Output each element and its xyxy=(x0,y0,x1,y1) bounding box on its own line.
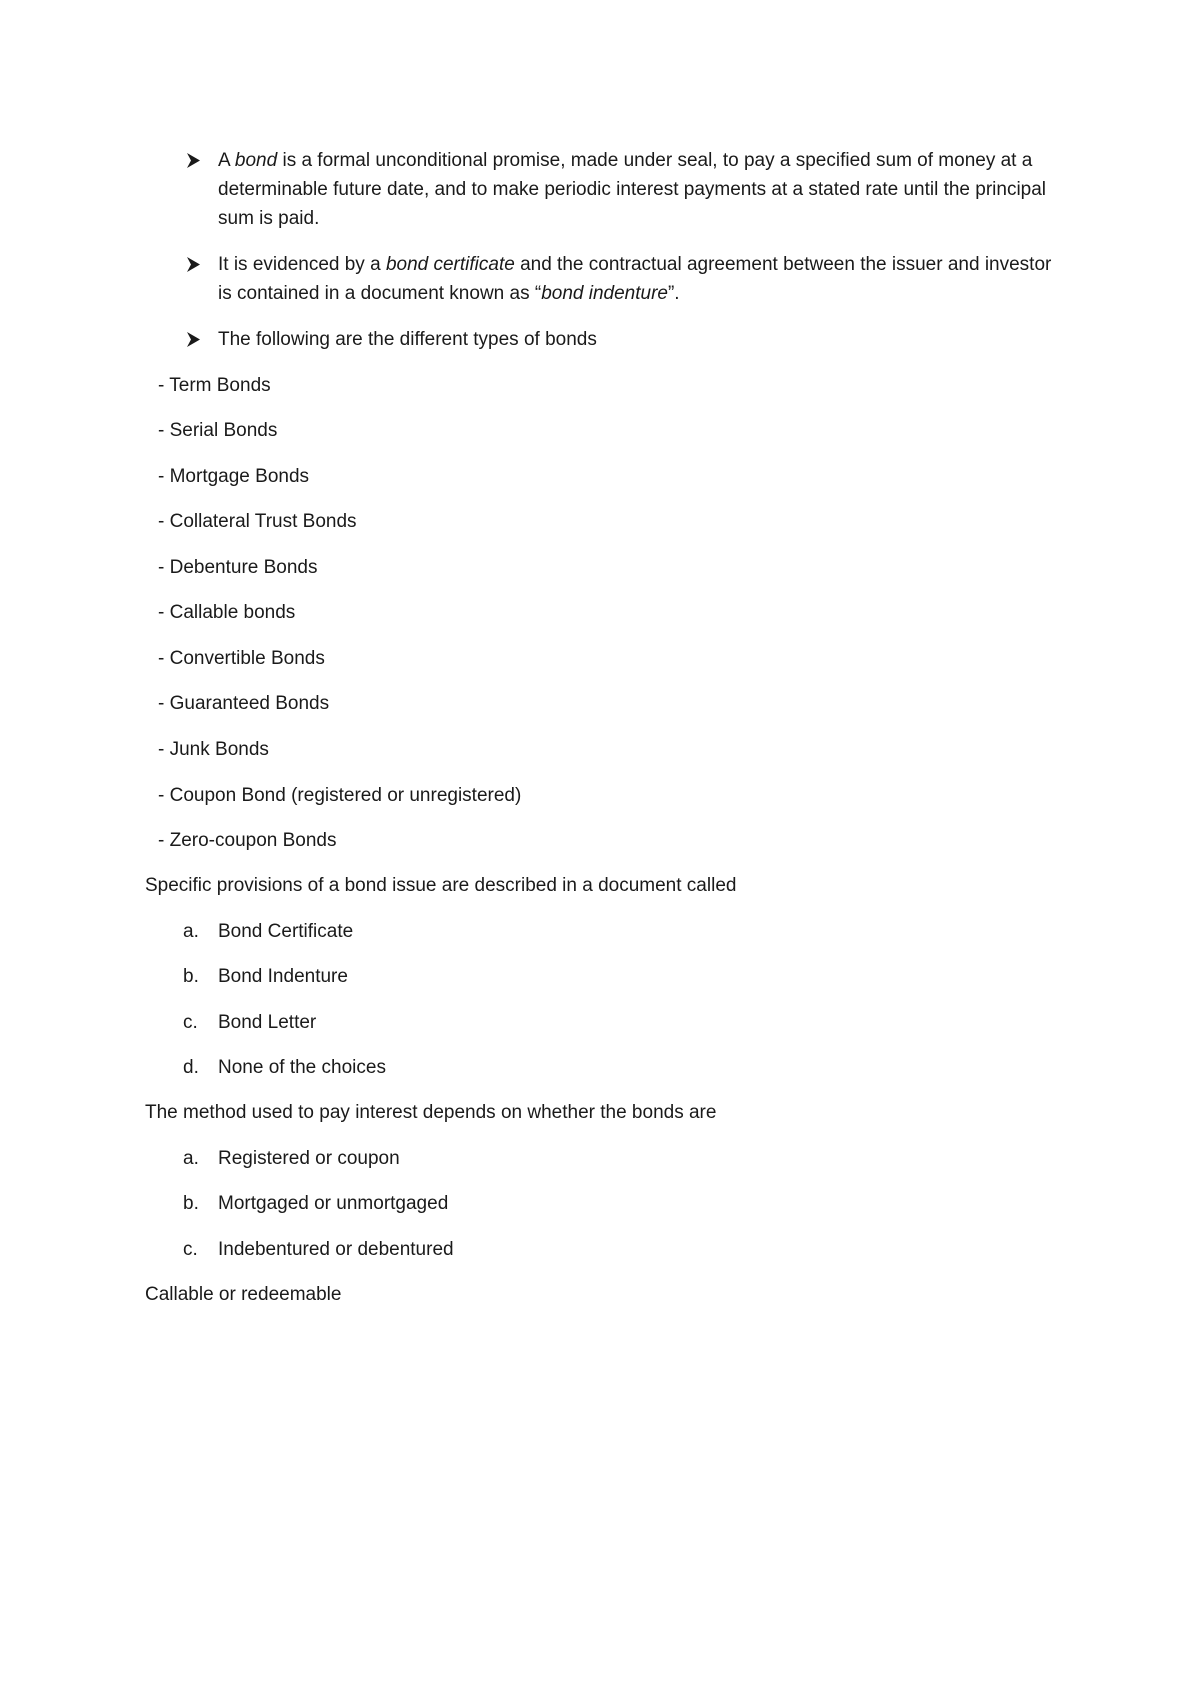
bond-type-item: - Junk Bonds xyxy=(158,739,269,760)
question-1-choice-b xyxy=(183,965,348,989)
term-bond-indenture: bond indenture xyxy=(541,283,668,304)
choice-text: Registered or coupon xyxy=(218,1148,400,1169)
term-bond: bond xyxy=(234,150,278,171)
choice-text: Indebentured or debentured xyxy=(218,1239,454,1260)
bullet-types-intro xyxy=(185,325,1065,354)
choice-letter: b. xyxy=(183,966,199,987)
question-2-choice-a xyxy=(183,1147,400,1171)
bullet-bond-definition xyxy=(185,146,1065,233)
bond-type-item: - Serial Bonds xyxy=(158,420,278,441)
choice-text: None of the choices xyxy=(218,1057,386,1078)
bond-type-item: - Term Bonds xyxy=(158,375,271,396)
question-1-choice-a xyxy=(183,920,353,944)
answer-line: Callable or redeemable xyxy=(145,1284,342,1305)
question-2-text: The method used to pay interest depends on whether the bonds are xyxy=(145,1102,717,1123)
choice-letter: a. xyxy=(183,921,199,942)
choice-letter: b. xyxy=(183,1193,199,1214)
bond-type-item: - Guaranteed Bonds xyxy=(158,693,330,714)
arrowhead-bullet-icon xyxy=(185,146,205,175)
choice-text: Bond Letter xyxy=(218,1012,317,1033)
question-2-choice-c xyxy=(183,1238,454,1262)
bond-type-item: - Callable bonds xyxy=(158,602,296,623)
choice-text: Bond Certificate xyxy=(218,921,354,942)
choice-letter: c. xyxy=(183,1239,198,1260)
bullet-text: It is evidenced by a bond certificate and the contractual agreement between the issuer and investor is contained in a document known as “bond indenture”. xyxy=(218,254,1052,304)
arrowhead-bullet-icon xyxy=(185,325,205,354)
bond-type-item: - Zero-coupon Bonds xyxy=(158,830,337,851)
bond-type-item: - Convertible Bonds xyxy=(158,648,325,669)
question-1-choice-d xyxy=(183,1056,386,1080)
bullet-text: A bond is a formal unconditional promise, made under seal, to pay a specified sum of money at a determinable future date, and to make periodic interest payments at a stated rate until the principal sum is paid. xyxy=(218,150,1047,229)
bond-type-item: - Debenture Bonds xyxy=(158,557,318,578)
arrowhead-bullet-icon xyxy=(185,250,205,279)
question-1-choice-c xyxy=(183,1011,316,1035)
bond-type-item: - Mortgage Bonds xyxy=(158,466,310,487)
choice-letter: c. xyxy=(183,1012,198,1033)
bullet-bond-certificate xyxy=(185,250,1065,308)
question-1-text: Specific provisions of a bond issue are described in a document called xyxy=(145,875,737,896)
choice-letter: d. xyxy=(183,1057,199,1078)
choice-text: Bond Indenture xyxy=(218,966,348,987)
term-bond-certificate: bond certificate xyxy=(385,254,515,275)
question-2-choice-b xyxy=(183,1192,448,1216)
bond-type-item: - Coupon Bond (registered or unregistered) xyxy=(158,785,522,806)
choice-text: Mortgaged or unmortgaged xyxy=(218,1193,449,1214)
bullet-text: The following are the different types of bonds xyxy=(218,329,597,350)
choice-letter: a. xyxy=(183,1148,199,1169)
bond-type-item: - Collateral Trust Bonds xyxy=(158,511,357,532)
